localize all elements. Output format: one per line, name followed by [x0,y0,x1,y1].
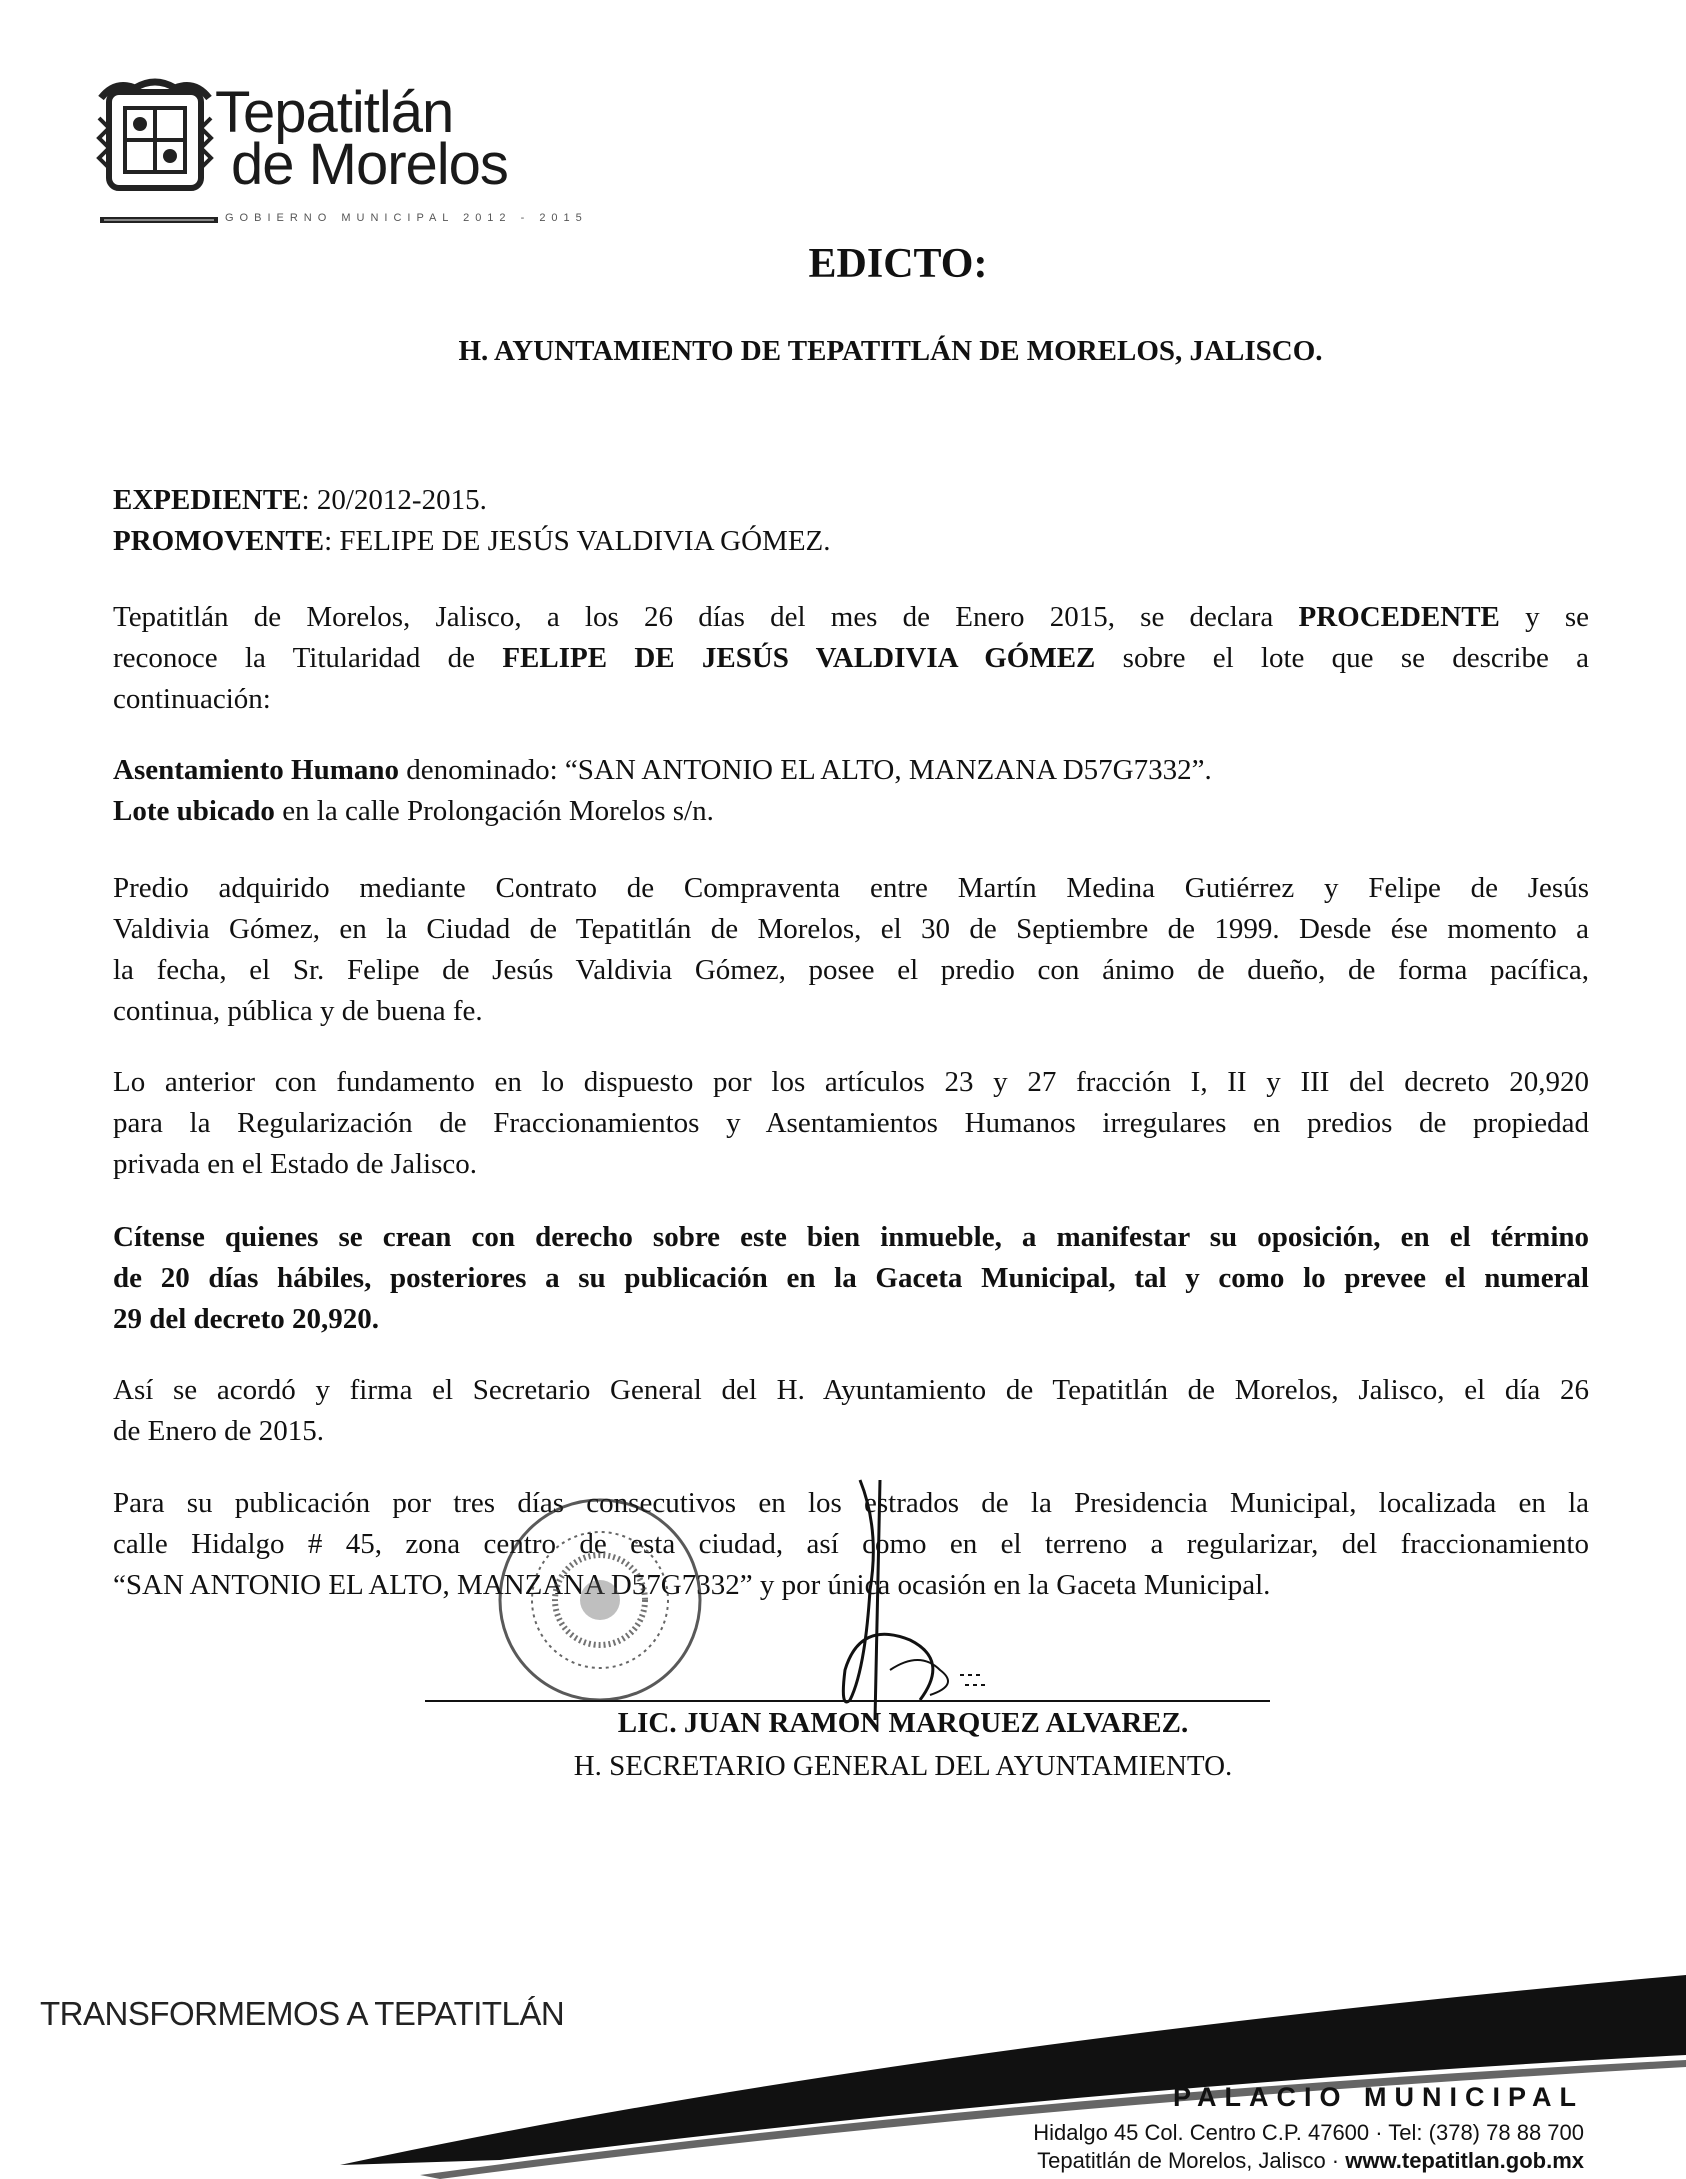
legal-basis-paragraph [113,1062,1589,1185]
promovente-line [113,521,1589,562]
asentamiento-line [113,750,1589,791]
paragraph-line: Lo anterior con fundamento en lo dispuesto por los artículos 23 y 27 fracción I, II y III del decreto 20,920 [113,1066,1589,1098]
paragraph-line: de Enero de 2015. [113,1415,324,1447]
expediente-value: : 20/2012-2015. [301,484,487,516]
asentamiento-label: Asentamiento Humano [113,754,399,786]
municipal-logo [95,72,588,232]
text-run: reconoce la Titularidad de [113,642,503,674]
text-run: sobre el lote que se describe a [1095,642,1589,674]
signature-line [425,1700,1270,1702]
paragraph-line: calle Hidalgo # 45, zona centro de esta ciudad, así como en el terreno a regularizar, del fraccionamiento [113,1528,1589,1560]
summons-paragraph [113,1217,1589,1340]
paragraph-line: continua, pública y de buena fe. [113,995,483,1027]
handwritten-signature [820,1470,1000,1730]
text-run: y se [1499,601,1589,633]
footer-slogan: TRANSFORMEMOS A TEPATITLÁN [40,1995,565,2032]
government-period: GOBIERNO MUNICIPAL 2012 - 2015 [225,212,588,224]
official-seal-stamp [470,1485,730,1715]
document-title: EDICTO: [808,241,988,287]
signer-name: LIC. JUAN RAMON MARQUEZ ALVAREZ. [617,1707,1189,1739]
paragraph-line: “SAN ANTONIO EL ALTO, MANZANA D57G7332” y por única ocasión en la Gaceta Municipal. [113,1569,1271,1601]
signer-title: H. SECRETARIO GENERAL DEL AYUNTAMIENTO. [573,1750,1233,1782]
paragraph-line [113,638,1589,679]
agreement-paragraph [113,1370,1589,1452]
footer-palacio-municipal: PALACIO MUNICIPAL [1173,2082,1584,2112]
promovente-label: PROMOVENTE [113,525,325,557]
promovente-value: : FELIPE DE JESÚS VALDIVIA GÓMEZ. [324,525,831,557]
footer-city-web [1037,2148,1584,2174]
paragraph-line: Para su publicación por tres días consecutivos en los estrados de la Presidencia Municipal, localizada en la [113,1487,1589,1519]
coat-of-arms-icon [95,78,215,196]
lote-text: en la calle Prolongación Morelos s/n. [274,795,714,827]
procedente-text: PROCEDENTE [1298,601,1500,633]
case-header [113,480,1589,562]
paragraph-line: 29 del decreto 20,920. [113,1303,380,1335]
paragraph-line: Predio adquirido mediante Contrato de Compraventa entre Martín Medina Gutiérrez y Felipe de Jesús [113,872,1589,904]
paragraph-line: Valdivia Gómez, en la Ciudad de Tepatitlán de Morelos, el 30 de Septiembre de 1999. Desde ése momento a [113,913,1589,945]
paragraph-line: continuación: [113,683,271,715]
declaration-paragraph [113,597,1589,720]
footer-address: Hidalgo 45 Col. Centro C.P. 47600 · Tel: (378) 78 88 700 [1033,2120,1584,2145]
acquisition-paragraph [113,868,1589,1032]
lote-label: Lote ubicado [113,795,275,827]
logo-divider [100,214,218,226]
paragraph-line: la fecha, el Sr. Felipe de Jesús Valdivia Gómez, posee el predio con ánimo de dueño, de forma pacífica, [113,954,1589,986]
lote-line [113,791,1589,832]
asentamiento-text: denominado: “SAN ANTONIO EL ALTO, MANZANA D57G7332”. [398,754,1212,786]
brand-name-line1: Tepatitlán [215,80,454,145]
paragraph-line: privada en el Estado de Jalisco. [113,1148,477,1180]
text-run: Tepatitlán de Morelos, Jalisco, a los 26 días del mes de Enero 2015, se declara [113,601,1299,633]
titular-name: FELIPE DE JESÚS VALDIVIA GÓMEZ [502,642,1096,674]
lot-description [113,750,1589,832]
paragraph-line: Así se acordó y firma el Secretario General del H. Ayuntamiento de Tepatitlán de Morelos, Jalisco, el día 26 [113,1374,1589,1406]
paragraph-line: para la Regularización de Fraccionamientos y Asentamientos Humanos irregulares en predios de propiedad [113,1107,1589,1139]
expediente-line [113,480,1589,521]
footer-website-link[interactable]: www.tepatitlan.gob.mx [1345,2148,1584,2173]
document-subtitle: H. AYUNTAMIENTO DE TEPATITLÁN DE MORELOS, JALISCO. [458,335,1323,367]
footer-city: Tepatitlán de Morelos, Jalisco · [1037,2148,1346,2173]
paragraph-line: de 20 días hábiles, posteriores a su publicación en la Gaceta Municipal, tal y como lo prevee el numeral [113,1262,1589,1294]
expediente-label: EXPEDIENTE [113,484,302,516]
paragraph-line: Cítense quienes se crean con derecho sobre este bien inmueble, a manifestar su oposición, en el término [113,1221,1589,1253]
brand-name-line2: de Morelos [231,132,508,197]
paragraph-line [113,597,1589,638]
